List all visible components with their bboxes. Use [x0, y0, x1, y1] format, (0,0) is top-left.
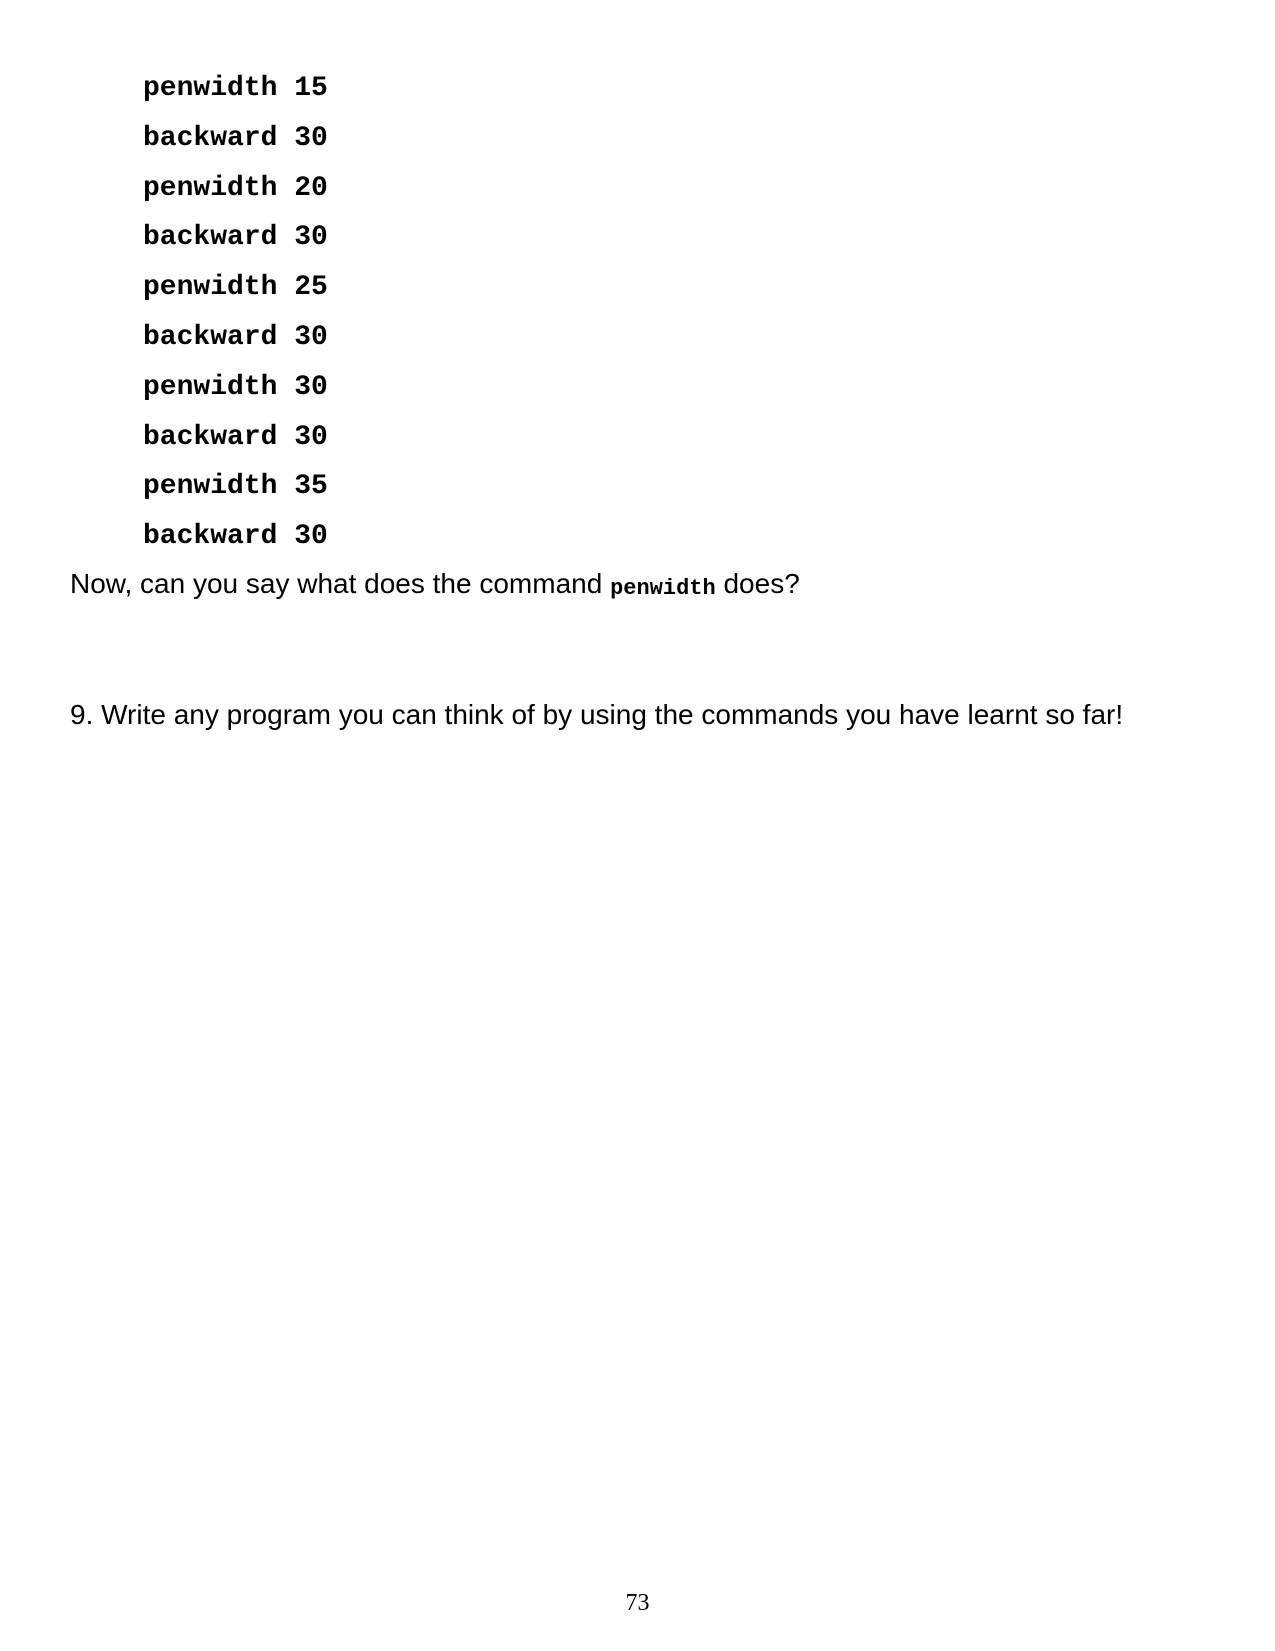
code-line: backward 30 — [143, 421, 328, 453]
code-line: penwidth 30 — [143, 371, 328, 403]
code-line: backward 30 — [143, 321, 328, 353]
code-line: backward 30 — [143, 122, 328, 154]
inline-command: penwidth — [610, 576, 716, 601]
question-text-before: Now, can you say what does the command — [70, 568, 611, 599]
code-line: penwidth 20 — [143, 172, 328, 204]
code-line: backward 30 — [143, 222, 328, 254]
question-text-after: does? — [715, 568, 800, 599]
question-text — [70, 566, 800, 606]
code-line: penwidth 25 — [143, 272, 328, 304]
code-line: penwidth 15 — [143, 73, 328, 104]
exercise-9-text: 9. Write any program you can think of by using the commands you have learnt so far! — [70, 699, 1124, 730]
code-line: backward 30 — [143, 521, 328, 553]
code-listing — [143, 64, 328, 562]
page-number: 73 — [625, 1590, 650, 1616]
code-line: penwidth 35 — [143, 471, 328, 503]
